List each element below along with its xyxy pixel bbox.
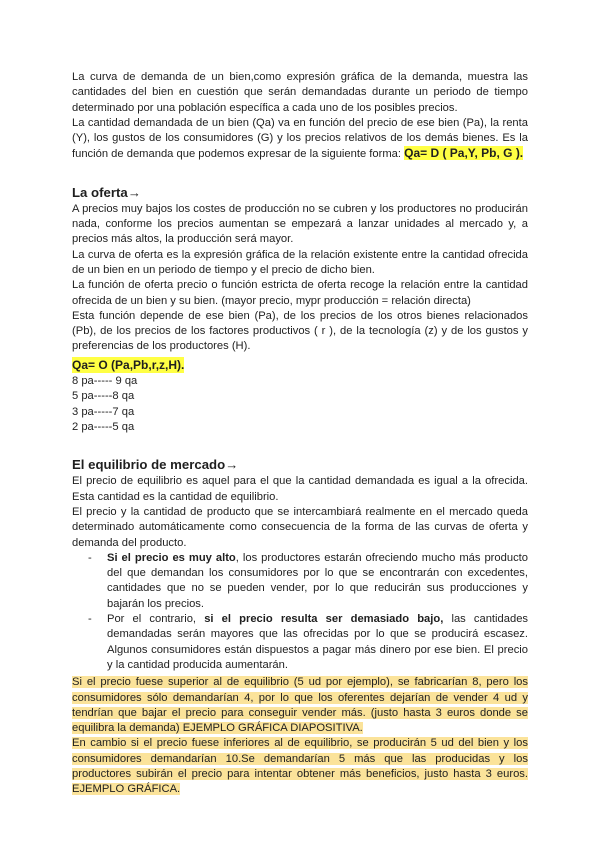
section-gap bbox=[72, 435, 528, 455]
oferta-formula: Qa= O (Pa,Pb,r,z,H). bbox=[72, 357, 185, 372]
highlighted-paragraph-2 bbox=[72, 736, 528, 797]
oferta-table-row: 8 pa----- 9 qa bbox=[72, 374, 138, 387]
bullet-dash: - bbox=[88, 551, 92, 564]
equilibrio-heading: El equilibrio de mercado→ bbox=[72, 457, 239, 473]
bullet-2-bold: si el precio resulta ser demasiado bajo, bbox=[204, 613, 444, 626]
demanda-paragraph-2 bbox=[72, 116, 528, 163]
equilibrio-paragraph-1: El precio de equilibrio es aquel para el que la cantidad demandada es igual a la ofrecida. Esta cantidad es la cantidad de equilibrio. bbox=[72, 475, 528, 503]
document-body bbox=[72, 70, 528, 798]
bullet-dash: - bbox=[88, 613, 92, 626]
oferta-paragraph-2: La curva de oferta es la expresión gráfica de la relación existente entre la cantidad ofrecida de un bien en un periodo de tiempo y el precio de dicho bien. bbox=[72, 248, 528, 276]
oferta-table-row: 5 pa-----8 qa bbox=[72, 390, 135, 403]
demanda-formula: Qa= D ( Pa,Y, Pb, G ). bbox=[404, 146, 524, 161]
oferta-heading: La oferta→ bbox=[72, 184, 141, 200]
bullet-2-text: las cantidades demandadas serán mayores que las ofrecidas por lo que se producirá escasez. Algunos consumidores están dispuestos a pagar más dinero por ese bien. El precio y la cantidad producida aumentarán. bbox=[107, 613, 529, 671]
oferta-paragraph-4: Esta función depende de ese bien (Pa), de los precios de los otros bienes relacionados (Pb), de los precios de los factores productivos ( r ), de la tecnología (z) y de los gustos y preferencias de los productores (H). bbox=[72, 309, 528, 353]
equilibrio-bullet-list bbox=[72, 551, 528, 673]
oferta-paragraph-1: A precios muy bajos los costes de producción no se cubren y los productores no producirán nada, conforme los precios aumentan se empezará a lanzar unidades al mercado y, a precios más altos, la producción será mayor. bbox=[72, 202, 528, 246]
bullet-1-text: , los productores estarán ofreciendo mucho más producto del que demandan los consumidores por lo que se encontrarán con excedentes, cantidades que no se pueden vender, por lo que reducirán sus producciones y bajarán los precios. bbox=[107, 551, 528, 610]
equilibrio-paragraph-2: El precio y la cantidad de producto que se intercambiará realmente en el mercado queda determinado automáticamente como consecuencia de la forma de las curvas de oferta y demanda del producto. bbox=[72, 505, 528, 549]
oferta-paragraph-3: La función de oferta precio o función estricta de oferta recoge la relación entre la cantidad ofrecida de un bien y su bien. (mayor precio, mypr producción = relación directa) bbox=[72, 279, 528, 307]
oferta-table-row: 2 pa-----5 qa bbox=[72, 420, 135, 433]
demanda-paragraph-1: La curva de demanda de un bien,como expresión gráfica de la demanda, muestra las cantidades del bien en cuestión que serán demandadas durante un periodo de tiempo determinado por una población específica a cada uno de los posibles precios. bbox=[72, 71, 528, 114]
demanda-paragraph-2-text: La cantidad demandada de un bien (Qa) va en función del precio de ese bien (Pa), la renta (Y), los gustos de los consumidores (G) y los precios relativos de los demás bienes. Es la función de demanda que podemos expresar de la siguiente forma: bbox=[72, 116, 528, 161]
list-item bbox=[72, 612, 528, 673]
bullet-1-bold: Si el precio es muy alto bbox=[107, 551, 236, 564]
oferta-table-row: 3 pa-----7 qa bbox=[72, 405, 135, 418]
oferta-formula-row bbox=[72, 355, 528, 374]
highlighted-paragraph-1 bbox=[72, 675, 528, 736]
bullet-2-start: Por el contrario, bbox=[107, 613, 205, 626]
highlight-2-text: En cambio si el precio fuese inferiores al de equilibrio, se producirán 5 ud del bien y los consumidores demandarían 10.Se demandarían 5 más que las producidas y los productores subirán el precio para intentar obtener más beneficios, justo hasta 3 euros. EJEMPLO GRÁFICA. bbox=[72, 737, 528, 796]
highlight-1-text: Si el precio fuese superior al de equilibrio (5 ud por ejemplo), se fabricarían 8, pero los consumidores sólo demandarían 4, por lo que los oferentes dejarían de vender 4 ud y tendrían que bajar el precio para conseguir vender más. (justo hasta 3 euros donde se equilibra la demanda) EJEMPLO GRÁFICA DIAPOSITIVA. bbox=[72, 676, 528, 735]
section-gap bbox=[72, 163, 528, 183]
list-item bbox=[72, 551, 528, 612]
